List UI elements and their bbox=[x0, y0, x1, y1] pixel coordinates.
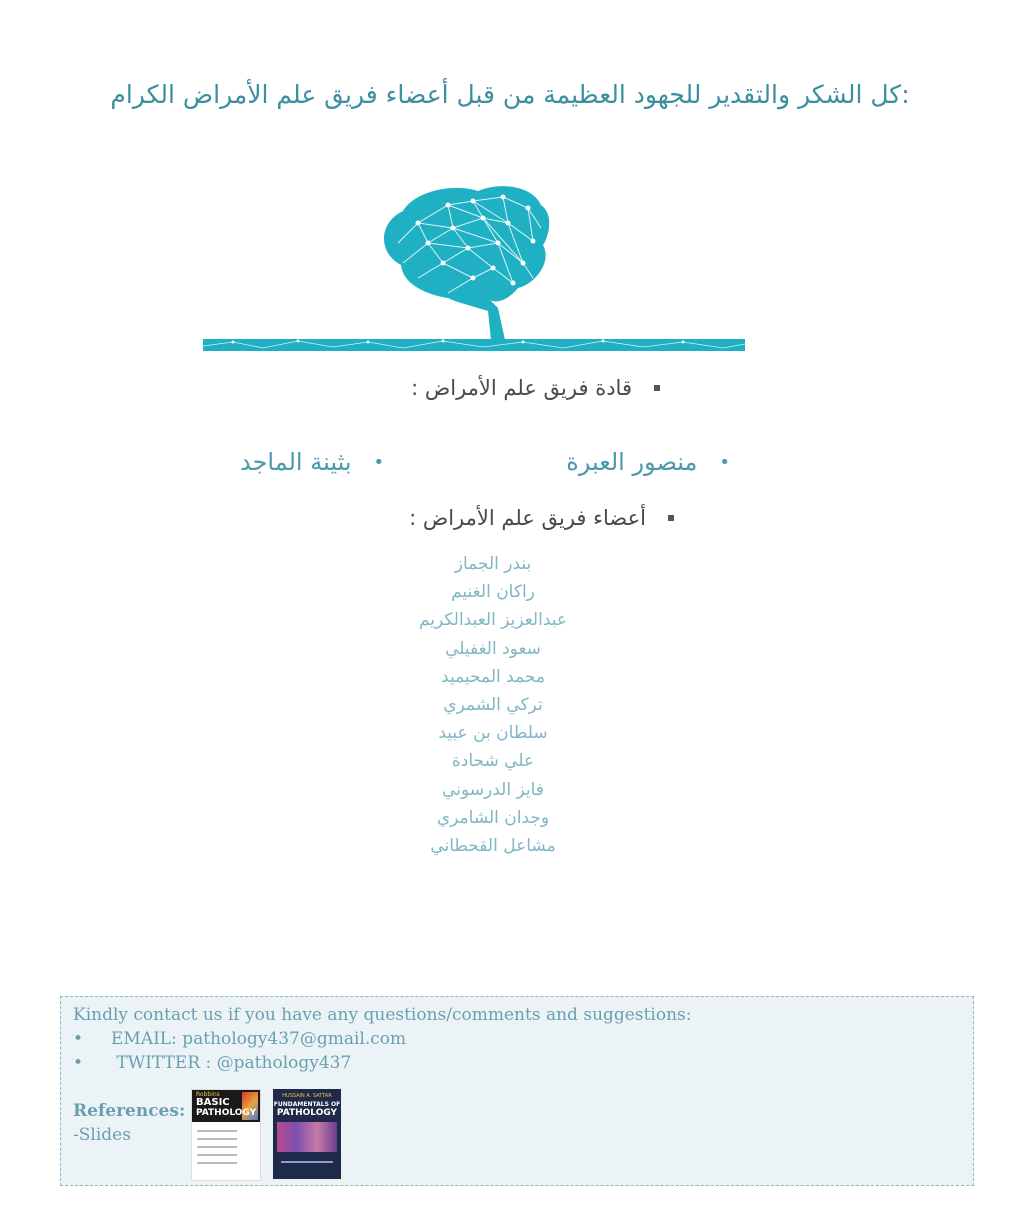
leaders-heading bbox=[380, 376, 660, 400]
member-name: راكان الغنيم bbox=[451, 582, 535, 603]
book-title-top: FUNDAMENTALS OF bbox=[273, 1101, 341, 1108]
square-bullet-icon bbox=[668, 515, 674, 521]
contact-intro: Kindly contact us if you have any questions/comments and suggestions: bbox=[73, 1005, 692, 1025]
book-title-top: BASIC bbox=[196, 1097, 230, 1108]
book-author: HUSSAIN A. SATTAR bbox=[282, 1093, 332, 1099]
member-name: عبدالعزيز العبدالكريم bbox=[418, 610, 568, 631]
leader-item bbox=[240, 448, 384, 476]
bullet-icon: • bbox=[73, 1029, 84, 1049]
twitter-link[interactable]: TWITTER : @pathology437 bbox=[111, 1053, 352, 1073]
email-link[interactable]: EMAIL: pathology437@gmail.com bbox=[111, 1029, 407, 1049]
member-name: تركي الشمري bbox=[443, 695, 543, 716]
members-heading-label: أعضاء فريق علم الأمراض : bbox=[409, 506, 646, 530]
members-list bbox=[380, 550, 606, 860]
sattar-book-cover bbox=[273, 1089, 341, 1179]
member-name: سعود الغفيلي bbox=[445, 638, 541, 659]
leader-name: منصور العبرة bbox=[566, 448, 698, 476]
member-name: علي شحادة bbox=[451, 751, 535, 772]
bullet-icon: • bbox=[373, 451, 385, 473]
leaders-heading-label: قادة فريق علم الأمراض : bbox=[411, 376, 632, 400]
bullet-icon: • bbox=[719, 451, 730, 473]
book-cover-image bbox=[277, 1122, 337, 1152]
book-brand: Robbins bbox=[196, 1091, 220, 1098]
book-cover-footer bbox=[281, 1161, 333, 1163]
member-name: بندر الجماز bbox=[454, 554, 532, 574]
square-bullet-icon bbox=[654, 385, 660, 391]
leader-item bbox=[566, 448, 730, 476]
contact-box bbox=[60, 996, 974, 1186]
book-cover-lines bbox=[197, 1130, 237, 1170]
email-line bbox=[73, 1029, 406, 1049]
book-title-bottom: PATHOLOGY bbox=[276, 1108, 338, 1118]
twitter-line bbox=[73, 1053, 351, 1073]
member-name: وجدان الشامري bbox=[436, 807, 550, 828]
robbins-book-cover bbox=[191, 1089, 261, 1181]
page-title: :كل الشكر والتقدير للجهود العظيمة من قبل أعضاء فريق علم الأمراض الكرام bbox=[110, 80, 910, 109]
member-name: محمد المحيميد bbox=[441, 666, 545, 687]
references-label: References: bbox=[73, 1101, 186, 1121]
slides-label: -Slides bbox=[73, 1125, 131, 1145]
member-name: مشاعل القحطاني bbox=[430, 836, 556, 857]
bullet-icon: • bbox=[73, 1053, 84, 1073]
member-name: سلطان بن عبيد bbox=[438, 723, 548, 744]
brain-network-tree-icon bbox=[203, 183, 745, 353]
leader-name: بثينة الماجد bbox=[240, 448, 352, 476]
leaders-list bbox=[240, 442, 730, 482]
members-heading bbox=[364, 506, 674, 530]
member-name: فايز الدرسوني bbox=[442, 779, 544, 800]
book-title-bottom: PATHOLOGY bbox=[196, 1108, 257, 1118]
